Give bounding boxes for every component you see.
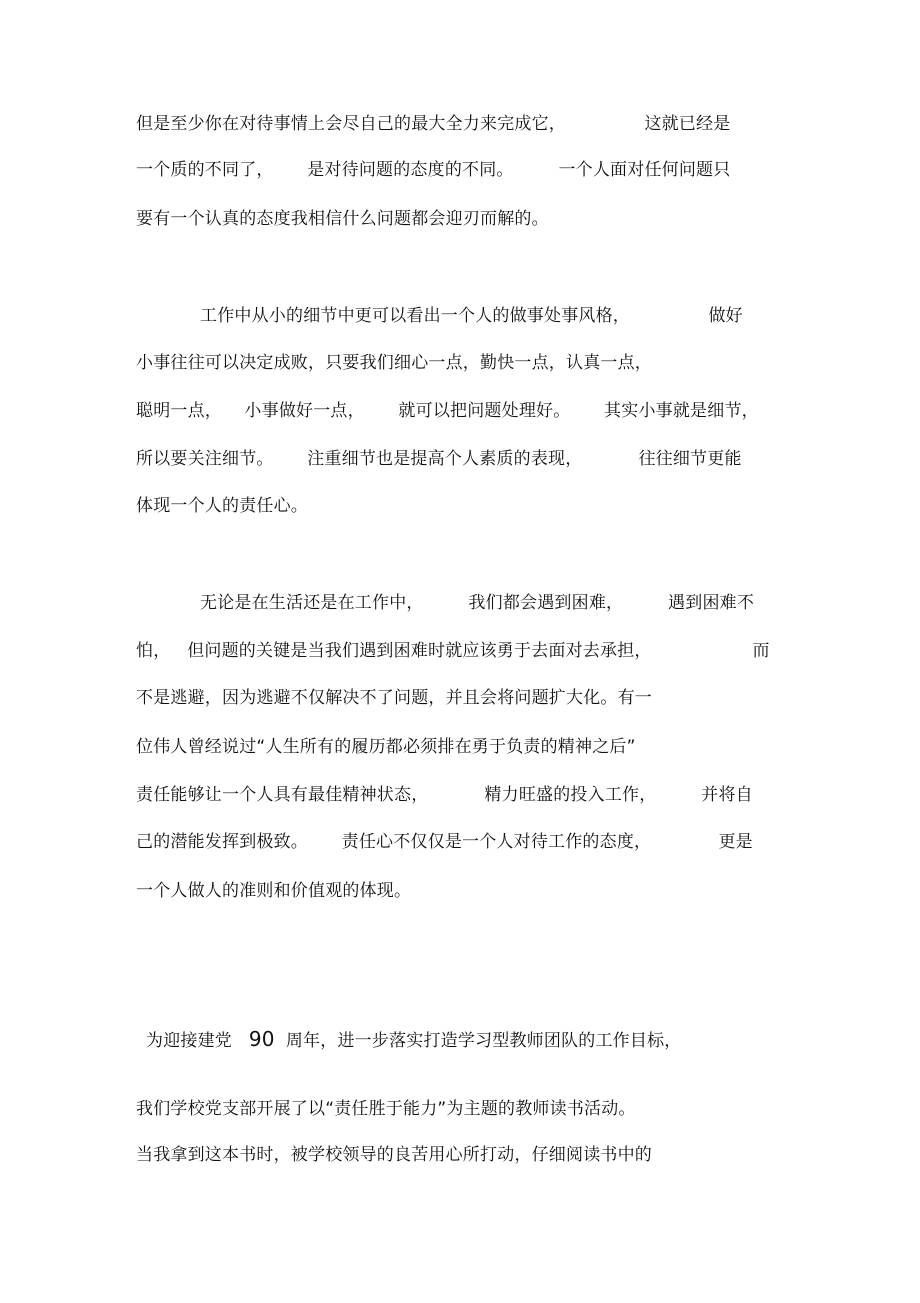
paragraph3-line1: 无论是在生活还是在工作中， 我们都会遇到困难， 遇到困难不 — [200, 593, 755, 613]
paragraph4-line1-post: 周年，进一步落实打造学习型教师团队的工作目标， — [274, 1031, 682, 1051]
paragraph4-line3: 当我拿到这本书时，被学校领导的良苦用心所打动，仔细阅读书中的 — [136, 1145, 652, 1165]
paragraph3-line2: 怕， 但问题的关键是当我们遇到困难时就应该勇于去面对去承担， 而 — [136, 641, 770, 661]
paragraph1-line2: 一个质的不同了， 是对待问题的态度的不同。 一个人面对任何问题只 — [136, 160, 731, 180]
paragraph2-line5: 体现一个人的责任心。 — [136, 496, 308, 516]
paragraph4-line1-pre: 为迎接建党 — [146, 1031, 249, 1051]
paragraph3-line4: 位伟人曾经说过“人生所有的履历都必须排在勇于负责的精神之后” — [136, 737, 636, 757]
paragraph3-line5: 责任能够让一个人具有最佳精神状态， 精力旺盛的投入工作， 并将自 — [136, 785, 753, 805]
paragraph2-line4: 所以要关注细节。 注重细节也是提高个人素质的表现， 往往细节更能 — [136, 449, 742, 469]
paragraph1-line3: 要有一个认真的态度我相信什么问题都会迎刃而解的。 — [136, 209, 549, 229]
paragraph3-line3: 不是逃避，因为逃避不仅解决不了问题，并且会将问题扩大化。有一 — [136, 688, 652, 708]
paragraph2-line2: 小事往往可以决定成败，只要我们细心一点，勤快一点，认真一点， — [136, 353, 652, 373]
paragraph3-line6: 己的潜能发挥到极致。 责任心不仅仅是一个人对待工作的态度， 更是 — [136, 832, 753, 852]
paragraph3-line7: 一个人做人的准则和价值观的体现。 — [136, 881, 412, 901]
paragraph2-line1: 工作中从小的细节中更可以看出一个人的做事处事风格， 做好 — [200, 306, 743, 326]
paragraph2-line3: 聪明一点， 小事做好一点， 就可以把问题处理好。 其实小事就是细节， — [136, 401, 759, 421]
paragraph4-number: 90 — [248, 1027, 275, 1051]
paragraph4-line1 — [146, 1027, 796, 1053]
paragraph4-line2: 我们学校党支部开展了以“责任胜于能力”为主题的教师读书活动。 — [136, 1099, 636, 1119]
paragraph1-line1: 但是至少你在对待事情上会尽自己的最大全力来完成它， 这就已经是 — [136, 114, 731, 134]
